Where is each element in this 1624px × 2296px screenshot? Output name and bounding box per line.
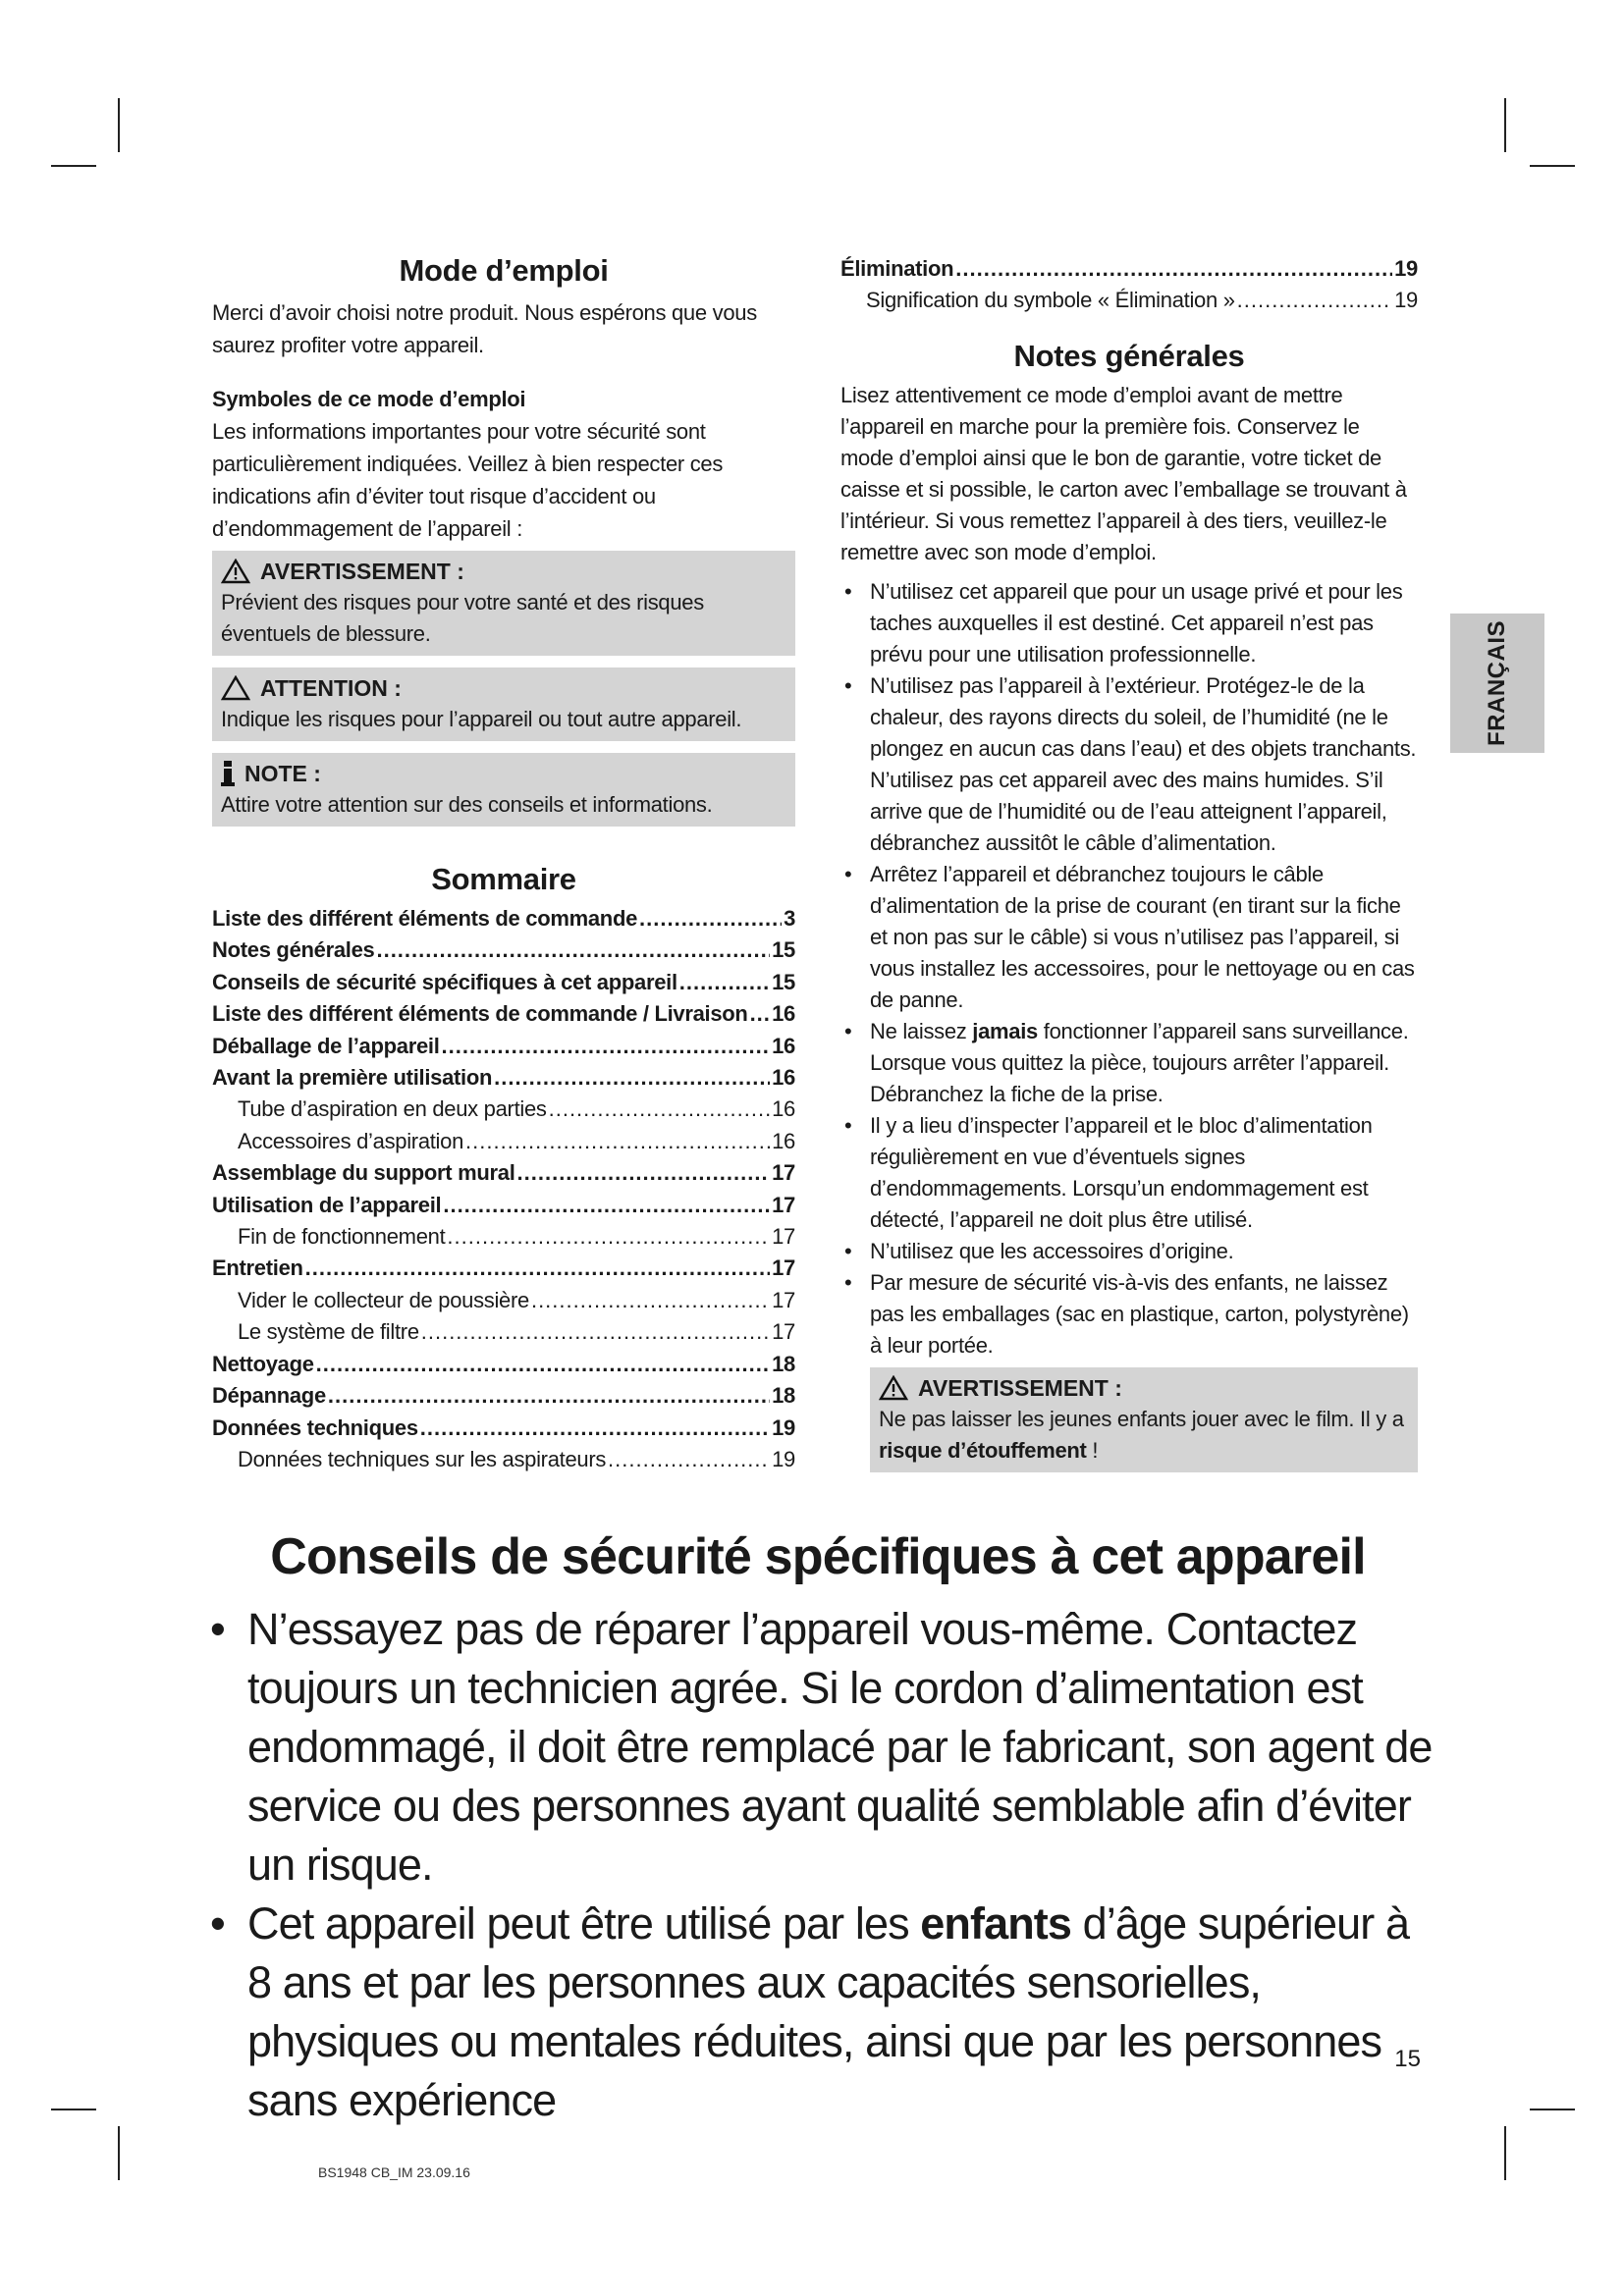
toc-leader: [305, 1253, 770, 1284]
note-title: NOTE :: [244, 761, 321, 786]
toc-label: Vider le collecteur de poussière: [238, 1287, 529, 1312]
toc-entry: [840, 253, 1418, 285]
crop-mark: [1530, 2109, 1575, 2110]
toc-page: 17: [772, 1255, 795, 1281]
toc-entry: [212, 1380, 795, 1412]
toc-leader: [955, 253, 1392, 285]
toc-entry: [212, 1157, 795, 1189]
warning-box-children: [870, 1367, 1418, 1472]
page-number: 15: [1394, 2046, 1421, 2072]
toc-entry: [212, 967, 795, 998]
note-box: [212, 753, 795, 827]
warning-title: AVERTISSEMENT :: [918, 1374, 1122, 1401]
warning-title: AVERTISSEMENT :: [260, 559, 464, 584]
toc-label: Le système de filtre: [238, 1319, 419, 1345]
warning-text: Prévient des risques pour votre santé et des risques éventuels de blessure.: [221, 590, 704, 646]
toc-label: Tube d’aspiration en deux parties: [238, 1096, 547, 1122]
toc-entry: [212, 903, 795, 934]
crop-mark: [1504, 98, 1506, 152]
table-of-contents-continued: [840, 253, 1418, 317]
toc-page: 16: [772, 1065, 795, 1091]
toc-entry: [212, 1062, 795, 1094]
list-item: • Il y a lieu d’inspecter l’appareil et le bloc d’alimentation régulièrement en vue d’éventuels signes d’endommagements. Lorsqu’un endommagement est détecté, l’appareil ne doit plus être utilisé.: [840, 1110, 1418, 1236]
crop-mark: [1504, 2126, 1506, 2180]
toc-leader: [443, 1190, 770, 1221]
toc-page: 19: [1394, 256, 1418, 281]
toc-leader: [517, 1157, 771, 1189]
toc-leader: [608, 1444, 770, 1475]
crop-mark: [1530, 165, 1575, 167]
toc-label: Fin de fonctionnement: [238, 1224, 446, 1250]
toc-label: Liste des différent éléments de commande / Livraison: [212, 1001, 748, 1027]
info-icon: [221, 761, 235, 786]
toc-page: 17: [772, 1319, 795, 1345]
language-tab: FRANÇAIS: [1450, 614, 1544, 753]
note-text: Attire votre attention sur des conseils et informations.: [221, 792, 713, 817]
notes-generales-list: [840, 576, 1418, 1362]
toc-entry: [212, 1126, 795, 1157]
notes-generales-intro: Lisez attentivement ce mode d’emploi avant de mettre l’appareil en marche pour la première fois. Conservez le mode d’emploi ainsi que le bon de garantie, votre ticket de caisse et si possible, le carton avec l’emballage se trouvant à l’intérieur. Si vous remettez l’appareil à des tiers, veuillez-le remettre avec son mode d’emploi.: [840, 382, 1407, 564]
toc-entry: [212, 1190, 795, 1221]
toc-page: 17: [772, 1287, 795, 1312]
mode-emploi-intro: Merci d’avoir choisi notre produit. Nous espérons que vous saurez profiter votre appareil.: [212, 300, 757, 357]
crop-mark: [118, 2126, 120, 2180]
toc-page: 16: [772, 1128, 795, 1153]
toc-leader: [447, 1221, 770, 1253]
toc-page: 16: [772, 1033, 795, 1058]
toc-leader: [465, 1126, 770, 1157]
toc-leader: [549, 1094, 771, 1125]
toc-leader: [679, 967, 770, 998]
symbols-text: Les informations importantes pour votre sécurité sont particulièrement indiquées. Veillez à bien respecter ces indications afin d’éviter tout risque d’accident ou d’endommagement de l’appareil :: [212, 419, 724, 541]
toc-label: Entretien: [212, 1255, 303, 1281]
toc-entry: [212, 1221, 795, 1253]
notes-generales-title: Notes générales: [1013, 338, 1245, 373]
toc-label: Données techniques sur les aspirateurs: [238, 1446, 607, 1471]
toc-leader: [420, 1413, 770, 1444]
toc-label: Données techniques: [212, 1415, 418, 1440]
toc-label: Assemblage du support mural: [212, 1160, 515, 1186]
toc-leader: [376, 934, 770, 966]
toc-leader: [531, 1285, 770, 1316]
toc-label: Utilisation de l’appareil: [212, 1192, 442, 1217]
toc-leader: [494, 1062, 770, 1094]
toc-leader: [750, 998, 771, 1030]
toc-entry: [212, 998, 795, 1030]
toc-page: 19: [772, 1415, 795, 1440]
warning-text: Ne pas laisser les jeunes enfants jouer avec le film. Il y a risque d’étouffement !: [879, 1406, 1404, 1463]
toc-page: 18: [772, 1383, 795, 1409]
toc-entry: [212, 1253, 795, 1284]
safety-title: Conseils de sécurité spécifiques à cet appareil: [270, 1528, 1366, 1585]
crop-mark: [51, 2109, 96, 2110]
toc-label: Liste des différent éléments de commande: [212, 906, 638, 931]
list-item: • Par mesure de sécurité vis-à-vis des enfants, ne laissez pas les emballages (sac en plastique, carton, polystyrène) à leur portée.: [840, 1267, 1418, 1362]
caution-triangle-icon: [221, 675, 250, 701]
mode-emploi-title: Mode d’emploi: [399, 253, 609, 288]
toc-entry: [212, 1094, 795, 1125]
toc-entry: [212, 1316, 795, 1348]
crop-mark: [51, 165, 96, 167]
caution-box: [212, 667, 795, 741]
toc-page: 17: [772, 1192, 795, 1217]
list-item: • N’utilisez que les accessoires d’origine.: [840, 1236, 1418, 1267]
toc-entry: [212, 1031, 795, 1062]
toc-label: Conseils de sécurité spécifiques à cet appareil: [212, 969, 677, 994]
table-of-contents: [212, 903, 795, 1475]
warning-triangle-icon: [221, 559, 250, 584]
toc-entry: [212, 934, 795, 966]
left-column: [212, 253, 795, 1475]
safety-section: [198, 1527, 1437, 2130]
toc-page: 19: [1394, 288, 1418, 313]
toc-label: Déballage de l’appareil: [212, 1033, 440, 1058]
safety-bullet: • N’essayez pas de réparer l’appareil vous-même. Contactez toujours un technicien agrée. Si le cordon d’alimentation est endommagé, il doit être remplacé par le fabricant, son agent de service ou des personnes ayant qualité semblable afin d’éviter un risque.: [198, 1600, 1437, 1895]
list-item: • N’utilisez pas l’appareil à l’extérieur. Protégez-le de la chaleur, des rayons directs du soleil, de l’humidité (ne le plongez en aucun cas dans l’eau) et des objets tranchants. N’utilisez pas cet appareil avec des mains humides. S’il arrive que de l’humidité ou de l’eau atteignent l’appareil, débranchez aussitôt le câble d’alimentation.: [840, 670, 1418, 859]
toc-label: Notes générales: [212, 937, 375, 963]
toc-label: Élimination: [840, 256, 954, 281]
toc-leader: [328, 1380, 770, 1412]
toc-entry: [212, 1444, 795, 1475]
toc-page: 17: [772, 1160, 795, 1186]
toc-leader: [639, 903, 782, 934]
toc-entry: [840, 285, 1418, 316]
toc-leader: [442, 1031, 771, 1062]
toc-page: 15: [772, 937, 795, 963]
footer-code: BS1948 CB_IM 23.09.16: [318, 2164, 470, 2180]
right-column: [840, 253, 1418, 1472]
warning-triangle-icon: [879, 1375, 908, 1401]
toc-entry: [212, 1413, 795, 1444]
toc-page: 19: [772, 1446, 795, 1471]
toc-label: Nettoyage: [212, 1351, 314, 1376]
toc-page: 16: [772, 1001, 795, 1027]
toc-label: Signification du symbole « Élimination »: [866, 288, 1235, 313]
toc-label: Accessoires d’aspiration: [238, 1128, 464, 1153]
toc-label: Dépannage: [212, 1383, 326, 1409]
toc-leader: [1237, 285, 1392, 316]
list-item: • Ne laissez jamais fonctionner l’appareil sans surveillance. Lorsque vous quittez la pièce, toujours arrêter l’appareil. Débranchez la fiche de la prise.: [840, 1016, 1418, 1110]
toc-entry: [212, 1349, 795, 1380]
toc-page: 17: [772, 1224, 795, 1250]
toc-label: Avant la première utilisation: [212, 1065, 493, 1091]
crop-mark: [118, 98, 120, 152]
toc-leader: [316, 1349, 770, 1380]
toc-leader: [421, 1316, 770, 1348]
toc-page: 16: [772, 1096, 795, 1122]
sommaire-title: Sommaire: [431, 862, 576, 896]
toc-page: 3: [784, 906, 795, 931]
warning-box: [212, 551, 795, 656]
list-item: • N’utilisez cet appareil que pour un usage privé et pour les taches auxquelles il est destiné. Cet appareil n’est pas prévu pour une utilisation professionnelle.: [840, 576, 1418, 670]
caution-title: ATTENTION :: [260, 675, 402, 701]
safety-bullet: • Cet appareil peut être utilisé par les enfants d’âge supérieur à 8 ans et par les personnes aux capacités sensorielles, physiques ou mentales réduites, ainsi que par les personnes sans expérience: [198, 1895, 1437, 2130]
toc-page: 18: [772, 1351, 795, 1376]
toc-entry: [212, 1285, 795, 1316]
symbols-heading: Symboles de ce mode d’emploi: [212, 387, 526, 411]
toc-page: 15: [772, 969, 795, 994]
caution-text: Indique les risques pour l’appareil ou tout autre appareil.: [221, 707, 742, 731]
list-item: • Arrêtez l’appareil et débranchez toujours le câble d’alimentation de la prise de courant (en tirant sur la fiche et non pas sur le câble) si vous n’utilisez pas l’appareil, si vous installez les accessoires, pour le nettoyage ou en cas de panne.: [840, 859, 1418, 1016]
